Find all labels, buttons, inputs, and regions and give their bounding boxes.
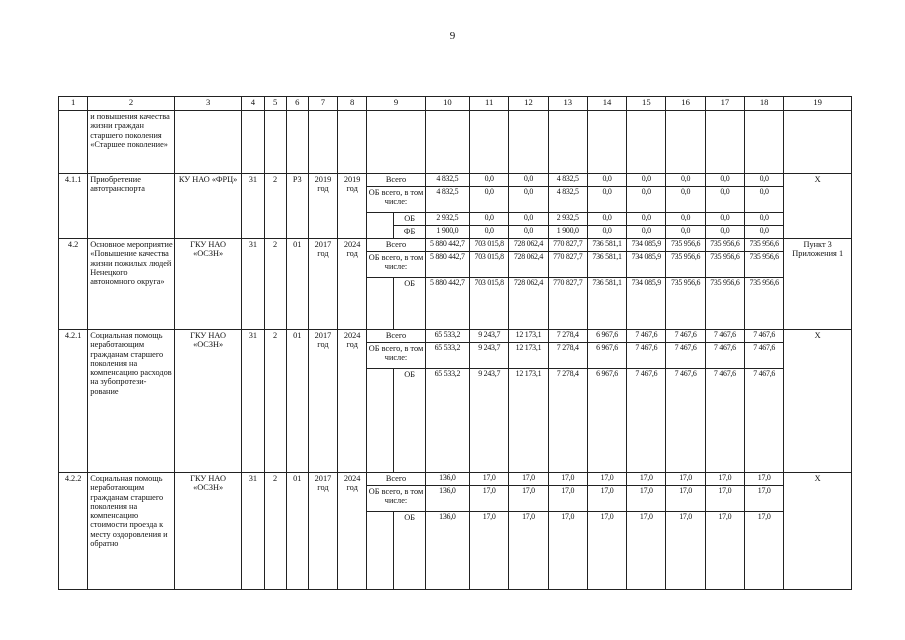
amount-cell: 735 956,6 <box>666 278 705 330</box>
amount-cell: 735 956,6 <box>745 278 784 330</box>
amount-cell: 0,0 <box>470 226 509 239</box>
amount-cell: 136,0 <box>425 473 469 486</box>
amount-cell: 734 085,9 <box>627 278 666 330</box>
funding-label: ОБ всего, в том числе: <box>367 343 425 369</box>
start-year: 2017 год <box>308 330 337 473</box>
amount-cell: 1 900,0 <box>425 226 469 239</box>
cont-blank-cell <box>308 111 337 174</box>
amount-cell: 5 880 442,7 <box>425 252 469 278</box>
header-cell-1: 1 <box>59 97 88 111</box>
amount-cell: 0,0 <box>509 226 548 239</box>
header-cell-16: 16 <box>666 97 705 111</box>
amount-cell: 0,0 <box>745 187 784 213</box>
funding-indent-cell <box>367 369 394 473</box>
amount-cell: 7 278,4 <box>548 330 587 343</box>
cont-blank-cell <box>174 111 242 174</box>
funding-indent-cell <box>367 278 394 330</box>
code-col5: 2 <box>264 239 286 330</box>
amount-cell: 1 900,0 <box>548 226 587 239</box>
cont-blank-cell <box>286 111 308 174</box>
header-cell-7: 7 <box>308 97 337 111</box>
amount-cell: 17,0 <box>666 473 705 486</box>
amount-cell: 65 533,2 <box>425 343 469 369</box>
cont-blank-cell <box>264 111 286 174</box>
header-cell-18: 18 <box>745 97 784 111</box>
amount-cell: 0,0 <box>627 174 666 187</box>
cont-blank-cell <box>548 111 587 174</box>
amount-cell: 0,0 <box>627 213 666 226</box>
header-cell-2: 2 <box>88 97 175 111</box>
amount-cell: 7 467,6 <box>745 369 784 473</box>
code-col6: 01 <box>286 330 308 473</box>
amount-cell: 65 533,2 <box>425 369 469 473</box>
cont-blank-cell <box>509 111 548 174</box>
amount-cell: 703 015,8 <box>470 278 509 330</box>
amount-cell: 0,0 <box>705 213 744 226</box>
amount-cell: 2 932,5 <box>548 213 587 226</box>
amount-cell: 17,0 <box>509 512 548 590</box>
amount-cell: 0,0 <box>666 226 705 239</box>
cont-blank-cell <box>745 111 784 174</box>
item-name: Социальная помощь неработающим гражданам старшего поколения на компенсацию расходов на зубопротези-рование <box>88 330 175 473</box>
amount-cell: 0,0 <box>587 213 626 226</box>
amount-cell: 17,0 <box>705 473 744 486</box>
amount-cell: 0,0 <box>587 226 626 239</box>
amount-cell: 17,0 <box>745 486 784 512</box>
amount-cell: 770 827,7 <box>548 278 587 330</box>
amount-cell: 735 956,6 <box>745 239 784 252</box>
item-number: 4.2.1 <box>59 330 88 473</box>
funding-label: Всего <box>367 239 425 252</box>
funding-label: Всего <box>367 174 425 187</box>
amount-cell: 17,0 <box>745 512 784 590</box>
funding-label: ОБ всего, в том числе: <box>367 252 425 278</box>
amount-cell: 9 243,7 <box>470 369 509 473</box>
amount-cell: 6 967,6 <box>587 343 626 369</box>
amount-cell: 4 832,5 <box>425 174 469 187</box>
funding-label: Всего <box>367 330 425 343</box>
header-cell-11: 11 <box>470 97 509 111</box>
amount-cell: 0,0 <box>470 213 509 226</box>
amount-cell: 736 581,1 <box>587 239 626 252</box>
amount-cell: 0,0 <box>627 226 666 239</box>
amount-cell: 136,0 <box>425 512 469 590</box>
table-row <box>59 330 852 343</box>
amount-cell: 12 173,1 <box>509 330 548 343</box>
amount-cell: 728 062,4 <box>509 252 548 278</box>
amount-cell: 17,0 <box>548 473 587 486</box>
amount-cell: 0,0 <box>745 213 784 226</box>
amount-cell: 5 880 442,7 <box>425 278 469 330</box>
amount-cell: 17,0 <box>470 473 509 486</box>
note-cell: Х <box>784 330 852 473</box>
amount-cell: 6 967,6 <box>587 330 626 343</box>
amount-cell: 0,0 <box>587 174 626 187</box>
item-name: Социальная помощь неработающим гражданам старшего поколения на компенсацию стоимости проезда к месту оздоровления и обратно <box>88 473 175 590</box>
header-cell-10: 10 <box>425 97 469 111</box>
funding-label: ОБ всего, в том числе: <box>367 187 425 213</box>
cont-blank-cell <box>242 111 264 174</box>
header-cell-13: 13 <box>548 97 587 111</box>
amount-cell: 735 956,6 <box>705 239 744 252</box>
amount-cell: 734 085,9 <box>627 239 666 252</box>
amount-cell: 735 956,6 <box>745 252 784 278</box>
code-col6: 01 <box>286 473 308 590</box>
amount-cell: 0,0 <box>470 174 509 187</box>
executor: ГКУ НАО «ОСЗН» <box>174 473 242 590</box>
program-table <box>58 96 852 590</box>
header-cell-8: 8 <box>338 97 367 111</box>
amount-cell: 7 467,6 <box>627 369 666 473</box>
code-col5: 2 <box>264 473 286 590</box>
amount-cell: 770 827,7 <box>548 252 587 278</box>
amount-cell: 7 467,6 <box>666 330 705 343</box>
code-col4: 31 <box>242 473 264 590</box>
cont-blank-cell <box>425 111 469 174</box>
cont-blank-cell <box>627 111 666 174</box>
header-cell-19: 19 <box>784 97 852 111</box>
continuation-row <box>59 111 852 174</box>
amount-cell: 4 832,5 <box>548 187 587 213</box>
cont-blank-cell <box>666 111 705 174</box>
amount-cell: 7 467,6 <box>705 369 744 473</box>
amount-cell: 17,0 <box>509 473 548 486</box>
amount-cell: 17,0 <box>587 486 626 512</box>
code-col5: 2 <box>264 330 286 473</box>
amount-cell: 728 062,4 <box>509 278 548 330</box>
table-row <box>59 239 852 252</box>
amount-cell: 735 956,6 <box>705 252 744 278</box>
amount-cell: 17,0 <box>509 486 548 512</box>
amount-cell: 735 956,6 <box>666 239 705 252</box>
amount-cell: 7 467,6 <box>666 343 705 369</box>
amount-cell: 9 243,7 <box>470 343 509 369</box>
amount-cell: 0,0 <box>627 187 666 213</box>
cont-blank-cell <box>338 111 367 174</box>
end-year: 2019 год <box>338 174 367 239</box>
code-col5: 2 <box>264 174 286 239</box>
amount-cell: 5 880 442,7 <box>425 239 469 252</box>
amount-cell: 17,0 <box>666 512 705 590</box>
amount-cell: 7 467,6 <box>745 343 784 369</box>
amount-cell: 4 832,5 <box>425 187 469 213</box>
amount-cell: 17,0 <box>705 512 744 590</box>
code-col4: 31 <box>242 174 264 239</box>
amount-cell: 0,0 <box>587 187 626 213</box>
amount-cell: 9 243,7 <box>470 330 509 343</box>
amount-cell: 17,0 <box>470 512 509 590</box>
amount-cell: 703 015,8 <box>470 252 509 278</box>
cont-blank-cell <box>705 111 744 174</box>
header-cell-5: 5 <box>264 97 286 111</box>
start-year: 2017 год <box>308 239 337 330</box>
header-cell-17: 17 <box>705 97 744 111</box>
amount-cell: 17,0 <box>745 473 784 486</box>
amount-cell: 136,0 <box>425 486 469 512</box>
funding-source-label: ОБ <box>394 278 425 330</box>
amount-cell: 17,0 <box>627 473 666 486</box>
executor: КУ НАО «ФРЦ» <box>174 174 242 239</box>
amount-cell: 6 967,6 <box>587 369 626 473</box>
item-name: Основное мероприятие «Повышение качества жизни пожилых людей Ненецкого автономного округа» <box>88 239 175 330</box>
header-cell-9: 9 <box>367 97 425 111</box>
amount-cell: 0,0 <box>705 226 744 239</box>
table-row <box>59 174 852 187</box>
end-year: 2024 год <box>338 239 367 330</box>
amount-cell: 734 085,9 <box>627 252 666 278</box>
header-cell-15: 15 <box>627 97 666 111</box>
funding-label: ОБ всего, в том числе: <box>367 486 425 512</box>
amount-cell: 0,0 <box>509 213 548 226</box>
cont-blank-cell <box>367 111 425 174</box>
amount-cell: 65 533,2 <box>425 330 469 343</box>
amount-cell: 7 278,4 <box>548 369 587 473</box>
header-row <box>59 97 852 111</box>
amount-cell: 7 467,6 <box>666 369 705 473</box>
amount-cell: 17,0 <box>548 486 587 512</box>
amount-cell: 770 827,7 <box>548 239 587 252</box>
amount-cell: 17,0 <box>627 486 666 512</box>
cont-blank-cell <box>470 111 509 174</box>
code-col4: 31 <box>242 330 264 473</box>
amount-cell: 17,0 <box>705 486 744 512</box>
amount-cell: 736 581,1 <box>587 252 626 278</box>
funding-source-label: ОБ <box>394 369 425 473</box>
cont-blank-cell <box>784 111 852 174</box>
amount-cell: 736 581,1 <box>587 278 626 330</box>
amount-cell: 0,0 <box>470 187 509 213</box>
amount-cell: 7 467,6 <box>627 343 666 369</box>
amount-cell: 17,0 <box>666 486 705 512</box>
note-cell: Х <box>784 174 852 239</box>
executor: ГКУ НАО «ОСЗН» <box>174 239 242 330</box>
funding-source-label: ФБ <box>394 226 425 239</box>
cont-name-cell: и повышения качества жизни граждан старшего поколения «Старшее поколение» <box>88 111 175 174</box>
end-year: 2024 год <box>338 330 367 473</box>
amount-cell: 7 467,6 <box>627 330 666 343</box>
start-year: 2017 год <box>308 473 337 590</box>
cont-blank-cell <box>587 111 626 174</box>
amount-cell: 703 015,8 <box>470 239 509 252</box>
header-cell-6: 6 <box>286 97 308 111</box>
header-cell-12: 12 <box>509 97 548 111</box>
funding-indent-cell <box>367 512 394 590</box>
amount-cell: 17,0 <box>470 486 509 512</box>
amount-cell: 17,0 <box>587 473 626 486</box>
amount-cell: 0,0 <box>666 174 705 187</box>
cont-num-cell <box>59 111 88 174</box>
executor: ГКУ НАО «ОСЗН» <box>174 330 242 473</box>
amount-cell: 735 956,6 <box>705 278 744 330</box>
amount-cell: 17,0 <box>627 512 666 590</box>
amount-cell: 12 173,1 <box>509 369 548 473</box>
item-number: 4.2.2 <box>59 473 88 590</box>
amount-cell: 0,0 <box>745 226 784 239</box>
amount-cell: 2 932,5 <box>425 213 469 226</box>
header-cell-3: 3 <box>174 97 242 111</box>
amount-cell: 17,0 <box>548 512 587 590</box>
item-number: 4.1.1 <box>59 174 88 239</box>
amount-cell: 7 278,4 <box>548 343 587 369</box>
amount-cell: 0,0 <box>666 187 705 213</box>
amount-cell: 728 062,4 <box>509 239 548 252</box>
item-name: Приобретение автотранспорта <box>88 174 175 239</box>
amount-cell: 12 173,1 <box>509 343 548 369</box>
amount-cell: 0,0 <box>705 174 744 187</box>
code-col6: Р3 <box>286 174 308 239</box>
table-row <box>59 473 852 486</box>
header-cell-4: 4 <box>242 97 264 111</box>
funding-indent-cell <box>367 213 394 239</box>
amount-cell: 0,0 <box>666 213 705 226</box>
funding-label: Всего <box>367 473 425 486</box>
code-col4: 31 <box>242 239 264 330</box>
code-col6: 01 <box>286 239 308 330</box>
note-cell: Х <box>784 473 852 590</box>
funding-source-label: ОБ <box>394 512 425 590</box>
start-year: 2019 год <box>308 174 337 239</box>
header-cell-14: 14 <box>587 97 626 111</box>
page-number: 9 <box>449 30 456 42</box>
end-year: 2024 год <box>338 473 367 590</box>
amount-cell: 0,0 <box>509 187 548 213</box>
funding-source-label: ОБ <box>394 213 425 226</box>
amount-cell: 7 467,6 <box>705 330 744 343</box>
amount-cell: 0,0 <box>745 174 784 187</box>
amount-cell: 0,0 <box>509 174 548 187</box>
amount-cell: 7 467,6 <box>745 330 784 343</box>
amount-cell: 4 832,5 <box>548 174 587 187</box>
amount-cell: 7 467,6 <box>705 343 744 369</box>
amount-cell: 0,0 <box>705 187 744 213</box>
item-number: 4.2 <box>59 239 88 330</box>
amount-cell: 735 956,6 <box>666 252 705 278</box>
note-cell: Пункт 3 Приложения 1 <box>784 239 852 330</box>
amount-cell: 17,0 <box>587 512 626 590</box>
